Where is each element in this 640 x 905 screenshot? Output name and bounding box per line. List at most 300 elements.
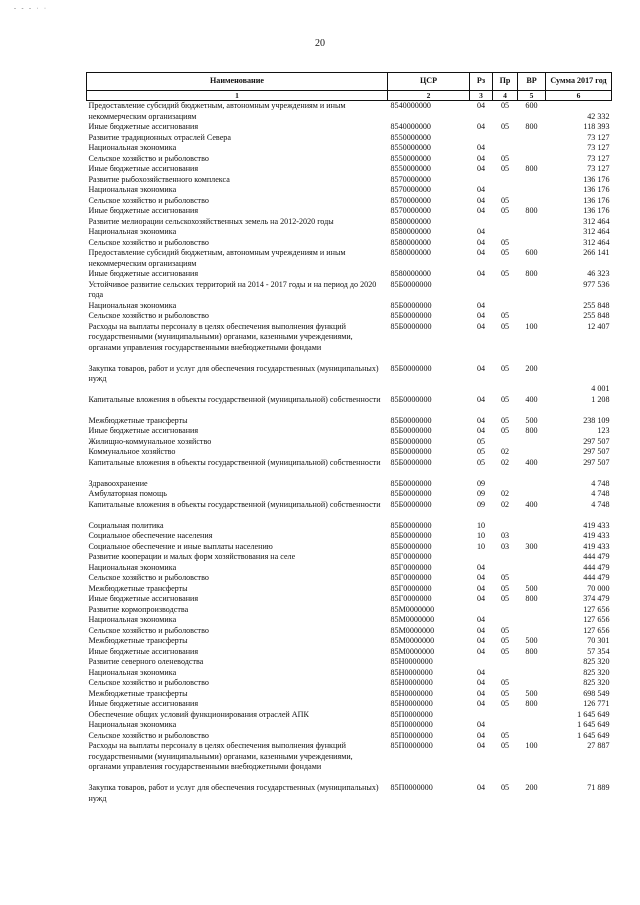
table-row: [87, 668, 612, 679]
cell-name: Национальная экономика: [88, 227, 177, 236]
cell-csr: 85Б0000000: [390, 489, 432, 498]
table-row: [87, 227, 612, 238]
cell-vr: 800: [525, 646, 538, 656]
cell-rz: 04: [476, 195, 486, 205]
cell-vr: [518, 479, 546, 490]
cell-sum: 825 320: [583, 678, 610, 687]
cell-pr: [493, 185, 518, 196]
table-row: [87, 657, 612, 668]
column-number: 6: [546, 91, 612, 101]
cell-name: Межбюджетные трансферты: [88, 415, 188, 425]
table-row: [87, 521, 612, 532]
cell-rz: 04: [476, 300, 486, 310]
table-row: [87, 741, 612, 783]
cell-name: Иные бюджетные ассигнования: [88, 164, 199, 173]
table-row: [87, 322, 612, 364]
cell-pr: 05: [500, 394, 510, 404]
cell-pr: 05: [500, 678, 510, 687]
cell-rz: [470, 280, 493, 301]
cell-csr: 85Б0000000: [390, 415, 432, 425]
budget-table: [86, 72, 612, 804]
column-number: 5: [518, 91, 546, 101]
cell-vr: [518, 626, 546, 637]
cell-rz: 04: [476, 164, 486, 173]
cell-pr: 02: [500, 489, 510, 498]
column-number: 2: [388, 91, 470, 101]
cell-pr: [493, 133, 518, 144]
cell-csr: 85Б0000000: [390, 447, 432, 456]
cell-sum: 127 656: [583, 604, 610, 614]
cell-vr: 100: [525, 741, 538, 750]
cell-sum: 127 656: [583, 615, 610, 624]
table-row: [87, 426, 612, 437]
cell-name: Национальная экономика: [88, 667, 177, 677]
cell-pr: 05: [500, 415, 510, 425]
cell-name: Иные бюджетные ассигнования: [88, 426, 199, 435]
table-row: [87, 647, 612, 658]
cell-pr: 05: [500, 426, 510, 435]
cell-rz: 04: [476, 206, 486, 215]
cell-csr: 85Б0000000: [390, 311, 432, 320]
cell-sum: 136 176: [583, 174, 610, 184]
cell-name: Иные бюджетные ассигнования: [88, 122, 199, 131]
cell-rz: 10: [476, 520, 486, 530]
cell-rz: 04: [476, 667, 486, 677]
cell-name: Сельское хозяйство и рыболовство: [88, 625, 209, 635]
cell-pr: 05: [500, 573, 510, 582]
cell-vr: [518, 437, 546, 448]
cell-pr: [493, 563, 518, 574]
cell-vr: [518, 238, 546, 249]
cell-sum: 444 479: [583, 573, 610, 582]
cell-pr: [493, 227, 518, 238]
cell-csr: 85М0000000: [390, 615, 435, 624]
table-row: [87, 783, 612, 804]
cell-pr: [493, 615, 518, 626]
cell-rz: 09: [476, 478, 486, 488]
cell-csr: 85Б0000000: [390, 457, 432, 467]
table-row: [87, 416, 612, 427]
table-row: [87, 143, 612, 154]
table-row: [87, 699, 612, 710]
cell-vr: [518, 552, 546, 563]
cell-pr: [493, 605, 518, 616]
cell-pr: 05: [500, 625, 510, 635]
cell-pr: [493, 301, 518, 312]
cell-csr: 85М0000000: [390, 646, 435, 656]
table-row: [87, 458, 612, 479]
table-row: [87, 101, 612, 123]
cell-name: Амбулаторная помощь: [88, 489, 167, 498]
cell-csr: 8540000000: [390, 122, 431, 131]
table-row: [87, 531, 612, 542]
cell-vr: [518, 573, 546, 584]
header-vr: ВР: [518, 73, 546, 91]
cell-rz: 04: [476, 227, 486, 236]
cell-name: Капитальные вложения в объекты государственной (муниципальной) собственности: [88, 394, 381, 404]
cell-csr: 85П0000000: [390, 730, 433, 740]
cell-sum: 419 433: [583, 541, 610, 551]
cell-name: Устойчивое развитие сельских территорий на 2014 - 2017 годы и на период до 2020 года: [88, 279, 377, 299]
cell-csr: 85Б0000000: [390, 394, 432, 404]
cell-name: Сельское хозяйство и рыболовство: [88, 153, 209, 163]
table-row: [87, 573, 612, 584]
cell-sum: 46 323: [587, 269, 610, 278]
cell-sum: 1 208: [591, 394, 610, 404]
cell-name: Сельское хозяйство и рыболовство: [88, 311, 209, 320]
cell-sum: 312 464: [583, 237, 610, 247]
cell-sum: 73 127: [587, 143, 610, 152]
table-row: [87, 731, 612, 742]
cell-pr: [493, 217, 518, 228]
table-row: [87, 636, 612, 647]
cell-name: Социальная политика: [88, 520, 164, 530]
table-row: [87, 626, 612, 637]
cell-sum: 297 507: [583, 436, 610, 446]
cell-sum: 255 848: [583, 300, 610, 310]
cell-csr: 85Б0000000: [390, 478, 432, 488]
cell-csr: 85Б0000000: [390, 279, 432, 289]
cell-pr: 05: [500, 594, 510, 603]
cell-vr: [518, 489, 546, 500]
cell-sum: 1 645 649: [577, 720, 610, 729]
cell-vr: [518, 521, 546, 532]
cell-sum: 118 393: [583, 122, 610, 131]
cell-name: Расходы на выплаты персоналу в целях обеспечения выполнения функций государственными (муниципальными) органами, казенными учреждениями, органами управления государственными внебюджетными фондами: [88, 741, 353, 771]
cell-rz: 04: [476, 573, 486, 582]
cell-sum: 136 176: [583, 185, 610, 194]
cell-pr: 05: [500, 688, 510, 698]
cell-vr: [518, 563, 546, 574]
column-number-row: [87, 91, 612, 101]
cell-name: Национальная экономика: [88, 185, 177, 194]
cell-vr: [518, 154, 546, 165]
cell-csr: 85Н0000000: [390, 667, 433, 677]
header-pr: Пр: [493, 73, 518, 91]
cell-rz: 04: [476, 143, 486, 152]
cell-csr: 8580000000: [390, 269, 431, 278]
cell-vr: [518, 731, 546, 742]
cell-sum: 312 464: [583, 227, 610, 236]
cell-vr: [518, 185, 546, 196]
cell-pr: [493, 710, 518, 721]
cell-vr: [518, 280, 546, 301]
header-csr: ЦСР: [388, 73, 470, 91]
table-row: [87, 584, 612, 595]
table-row: [87, 689, 612, 700]
cell-csr: 85Б0000000: [390, 426, 432, 435]
cell-name: Развитие кормопроизводства: [88, 604, 189, 614]
cell-name: Закупка товаров, работ и услуг для обеспечения государственных (муниципальных) нужд: [88, 783, 379, 803]
cell-name: Коммунальное хозяйство: [88, 447, 176, 456]
cell-vr: 300: [525, 541, 538, 551]
cell-csr: 85Г0000000: [390, 562, 432, 572]
cell-csr: 85Г0000000: [390, 552, 432, 561]
cell-pr: 03: [500, 541, 510, 551]
cell-vr: 200: [525, 363, 538, 373]
cell-csr: 85Б0000000: [390, 321, 432, 331]
cell-sum: 136 176: [583, 206, 610, 215]
cell-csr: 85Б0000000: [390, 531, 432, 540]
cell-rz: [470, 552, 493, 563]
table-row: [87, 196, 612, 207]
table-row: [87, 542, 612, 553]
cell-rz: 04: [476, 783, 486, 792]
table-row: [87, 489, 612, 500]
cell-name: Социальное обеспечение населения: [88, 531, 213, 540]
cell-csr: 8550000000: [390, 153, 431, 163]
cell-sum: 444 479: [583, 552, 610, 561]
cell-rz: [470, 133, 493, 144]
cell-pr: 05: [500, 636, 510, 645]
cell-csr: 8580000000: [390, 237, 431, 247]
cell-sum: 297 507: [583, 457, 610, 467]
cell-rz: [470, 710, 493, 721]
cell-name: Национальная экономика: [88, 720, 177, 729]
cell-vr: 800: [525, 699, 538, 708]
cell-vr: 400: [525, 394, 538, 404]
cell-sum: 42 332: [587, 111, 610, 121]
cell-pr: [493, 143, 518, 154]
table-row: [87, 678, 612, 689]
cell-rz: 04: [476, 646, 486, 656]
cell-pr: [493, 521, 518, 532]
cell-pr: 02: [500, 447, 510, 456]
cell-sum: 374 479: [583, 594, 610, 603]
cell-vr: 500: [525, 688, 538, 698]
cell-pr: 05: [500, 101, 510, 110]
cell-csr: 85П0000000: [390, 720, 433, 729]
cell-pr: 03: [500, 531, 510, 540]
cell-name: Жилищно-коммунальное хозяйство: [88, 436, 212, 446]
cell-vr: [518, 668, 546, 679]
cell-sum: 57 354: [587, 646, 610, 656]
cell-csr: 85Н0000000: [390, 657, 433, 666]
cell-csr: 85Г0000000: [390, 594, 432, 603]
cell-rz: 04: [476, 269, 486, 278]
cell-rz: 05: [476, 457, 486, 467]
cell-sum: 266 141: [583, 248, 610, 257]
cell-sum: 698 549: [583, 688, 610, 698]
cell-csr: 8580000000: [390, 216, 431, 226]
cell-sum: 419 433: [583, 520, 610, 530]
table-row: [87, 175, 612, 186]
cell-csr: 8580000000: [390, 248, 431, 257]
cell-name: Иные бюджетные ассигнования: [88, 594, 199, 603]
table-row: [87, 710, 612, 721]
cell-name: Межбюджетные трансферты: [88, 636, 188, 645]
cell-pr: [493, 437, 518, 448]
cell-name: Иные бюджетные ассигнования: [88, 646, 199, 656]
cell-csr: 85П0000000: [390, 741, 433, 750]
cell-vr: 800: [525, 164, 538, 173]
table-row: [87, 311, 612, 322]
table-row: [87, 164, 612, 175]
cell-sum: 255 848: [583, 311, 610, 320]
cell-vr: [518, 657, 546, 668]
cell-rz: 04: [476, 615, 486, 624]
cell-csr: 85Н0000000: [390, 699, 433, 708]
cell-pr: [493, 552, 518, 563]
cell-rz: 04: [476, 101, 486, 110]
cell-pr: [493, 175, 518, 186]
cell-rz: 04: [476, 122, 486, 131]
cell-vr: 800: [525, 206, 538, 215]
cell-sum: 71 889: [587, 783, 610, 792]
page-number: 20: [315, 38, 325, 49]
table-row: [87, 269, 612, 280]
cell-vr: [518, 615, 546, 626]
cell-sum: 444 479: [583, 562, 610, 572]
cell-sum: 4 748: [591, 489, 610, 498]
cell-vr: [518, 720, 546, 731]
cell-pr: 05: [500, 237, 510, 247]
cell-rz: 04: [476, 311, 486, 320]
cell-vr: [518, 678, 546, 689]
cell-csr: 85Г0000000: [390, 583, 432, 593]
cell-sum: 73 127: [587, 153, 610, 163]
table-row: [87, 185, 612, 196]
cell-name: Развитие рыбохозяйственного комплекса: [88, 174, 230, 184]
cell-csr: 85Б0000000: [390, 363, 432, 373]
cell-name: Иные бюджетные ассигнования: [88, 206, 199, 215]
cell-pr: 05: [500, 783, 510, 792]
table-row: [87, 563, 612, 574]
cell-name: Капитальные вложения в объекты государственной (муниципальной) собственности: [88, 457, 381, 467]
table-row: [87, 500, 612, 521]
cell-rz: [470, 605, 493, 616]
cell-rz: 10: [476, 531, 486, 540]
cell-csr: 85Б0000000: [390, 436, 432, 446]
cell-pr: 05: [500, 206, 510, 215]
cell-name: Межбюджетные трансферты: [88, 688, 188, 698]
cell-rz: 04: [476, 426, 486, 435]
cell-rz: 04: [476, 699, 486, 708]
cell-rz: 09: [476, 489, 486, 498]
cell-name: Межбюджетные трансферты: [88, 583, 188, 593]
cell-pr: 05: [500, 646, 510, 656]
cell-pr: 05: [500, 195, 510, 205]
cell-name: Социальное обеспечение и иные выплаты населению: [88, 541, 273, 551]
cell-name: Национальная экономика: [88, 615, 177, 624]
cell-rz: [470, 175, 493, 186]
cell-rz: 04: [476, 415, 486, 425]
cell-csr: 8550000000: [390, 164, 431, 173]
cell-name: Здравоохранение: [88, 478, 148, 488]
cell-rz: 05: [476, 447, 486, 456]
cell-vr: 200: [525, 783, 538, 792]
table-row: [87, 122, 612, 133]
table-row: [87, 238, 612, 249]
cell-sum: 136 176: [583, 195, 610, 205]
cell-csr: 8550000000: [390, 132, 431, 142]
cell-rz: 04: [476, 363, 486, 373]
cell-name: Иные бюджетные ассигнования: [88, 269, 199, 278]
cell-name: Капитальные вложения в объекты государственной (муниципальной) собственности: [88, 499, 381, 509]
table-row: [87, 437, 612, 448]
table-row: [87, 217, 612, 228]
cell-rz: 04: [476, 185, 486, 194]
cell-rz: 04: [476, 636, 486, 645]
cell-csr: 8570000000: [390, 185, 431, 194]
cell-csr: 85М0000000: [390, 636, 435, 645]
cell-sum: 297 507: [583, 447, 610, 456]
cell-name: Сельское хозяйство и рыболовство: [88, 237, 209, 247]
cell-csr: 8580000000: [390, 227, 431, 236]
cell-pr: 05: [500, 741, 510, 750]
cell-name: Развитие северного оленеводства: [88, 657, 204, 666]
cell-sum: 4 001: [591, 384, 610, 393]
cell-pr: 05: [500, 311, 510, 320]
cell-sum: 73 127: [587, 132, 610, 142]
table-row: [87, 280, 612, 301]
cell-vr: 800: [525, 122, 538, 131]
table-header-row: [87, 73, 612, 91]
cell-name: Национальная экономика: [88, 143, 177, 152]
cell-rz: 04: [476, 625, 486, 635]
cell-pr: 05: [500, 269, 510, 278]
cell-rz: [470, 217, 493, 228]
cell-sum: 977 536: [583, 279, 610, 289]
header-sum: Сумма 2017 год: [546, 73, 612, 91]
cell-pr: 05: [500, 730, 510, 740]
cell-vr: [518, 311, 546, 322]
cell-csr: 85Б0000000: [390, 499, 432, 509]
cell-pr: 02: [500, 457, 510, 467]
scan-header-mark: - - - · ·: [14, 6, 48, 12]
cell-vr: 100: [525, 321, 538, 331]
cell-rz: 10: [476, 541, 486, 551]
cell-rz: 04: [476, 248, 486, 257]
cell-rz: 04: [476, 741, 486, 750]
cell-name: Предоставление субсидий бюджетным, автономным учреждениям и иным некоммерческим организациям: [88, 248, 346, 268]
cell-pr: [493, 657, 518, 668]
cell-name: Национальная экономика: [88, 300, 177, 310]
cell-csr: 8570000000: [390, 206, 431, 215]
cell-csr: 85Б0000000: [390, 541, 432, 551]
cell-vr: [518, 196, 546, 207]
cell-csr: 85П0000000: [390, 783, 433, 792]
cell-rz: 04: [476, 678, 486, 687]
cell-csr: 85Н0000000: [390, 678, 433, 687]
cell-name: Развитие кооперации и малых форм хозяйствования на селе: [88, 552, 296, 561]
cell-vr: [518, 447, 546, 458]
cell-pr: [493, 280, 518, 301]
cell-vr: [518, 227, 546, 238]
cell-sum: 12 407: [587, 321, 610, 331]
cell-sum: 238 109: [583, 415, 610, 425]
table-row: [87, 552, 612, 563]
cell-vr: 600: [525, 248, 538, 257]
cell-pr: 02: [500, 499, 510, 509]
cell-csr: 85Б0000000: [390, 520, 432, 530]
cell-pr: [493, 720, 518, 731]
cell-name: Закупка товаров, работ и услуг для обеспечения государственных (муниципальных) нужд: [88, 363, 379, 383]
cell-rz: 04: [476, 394, 486, 404]
cell-vr: [518, 605, 546, 616]
cell-vr: 500: [525, 415, 538, 425]
cell-csr: 85М0000000: [390, 625, 435, 635]
table-row: [87, 720, 612, 731]
cell-vr: 600: [525, 101, 538, 110]
cell-pr: 05: [500, 583, 510, 593]
cell-rz: 04: [476, 594, 486, 603]
cell-rz: 04: [476, 583, 486, 593]
cell-vr: [518, 217, 546, 228]
cell-csr: 8570000000: [390, 174, 431, 184]
table-row: [87, 154, 612, 165]
cell-name: Обеспечение общих условий функционирования отраслей АПК: [88, 709, 309, 719]
